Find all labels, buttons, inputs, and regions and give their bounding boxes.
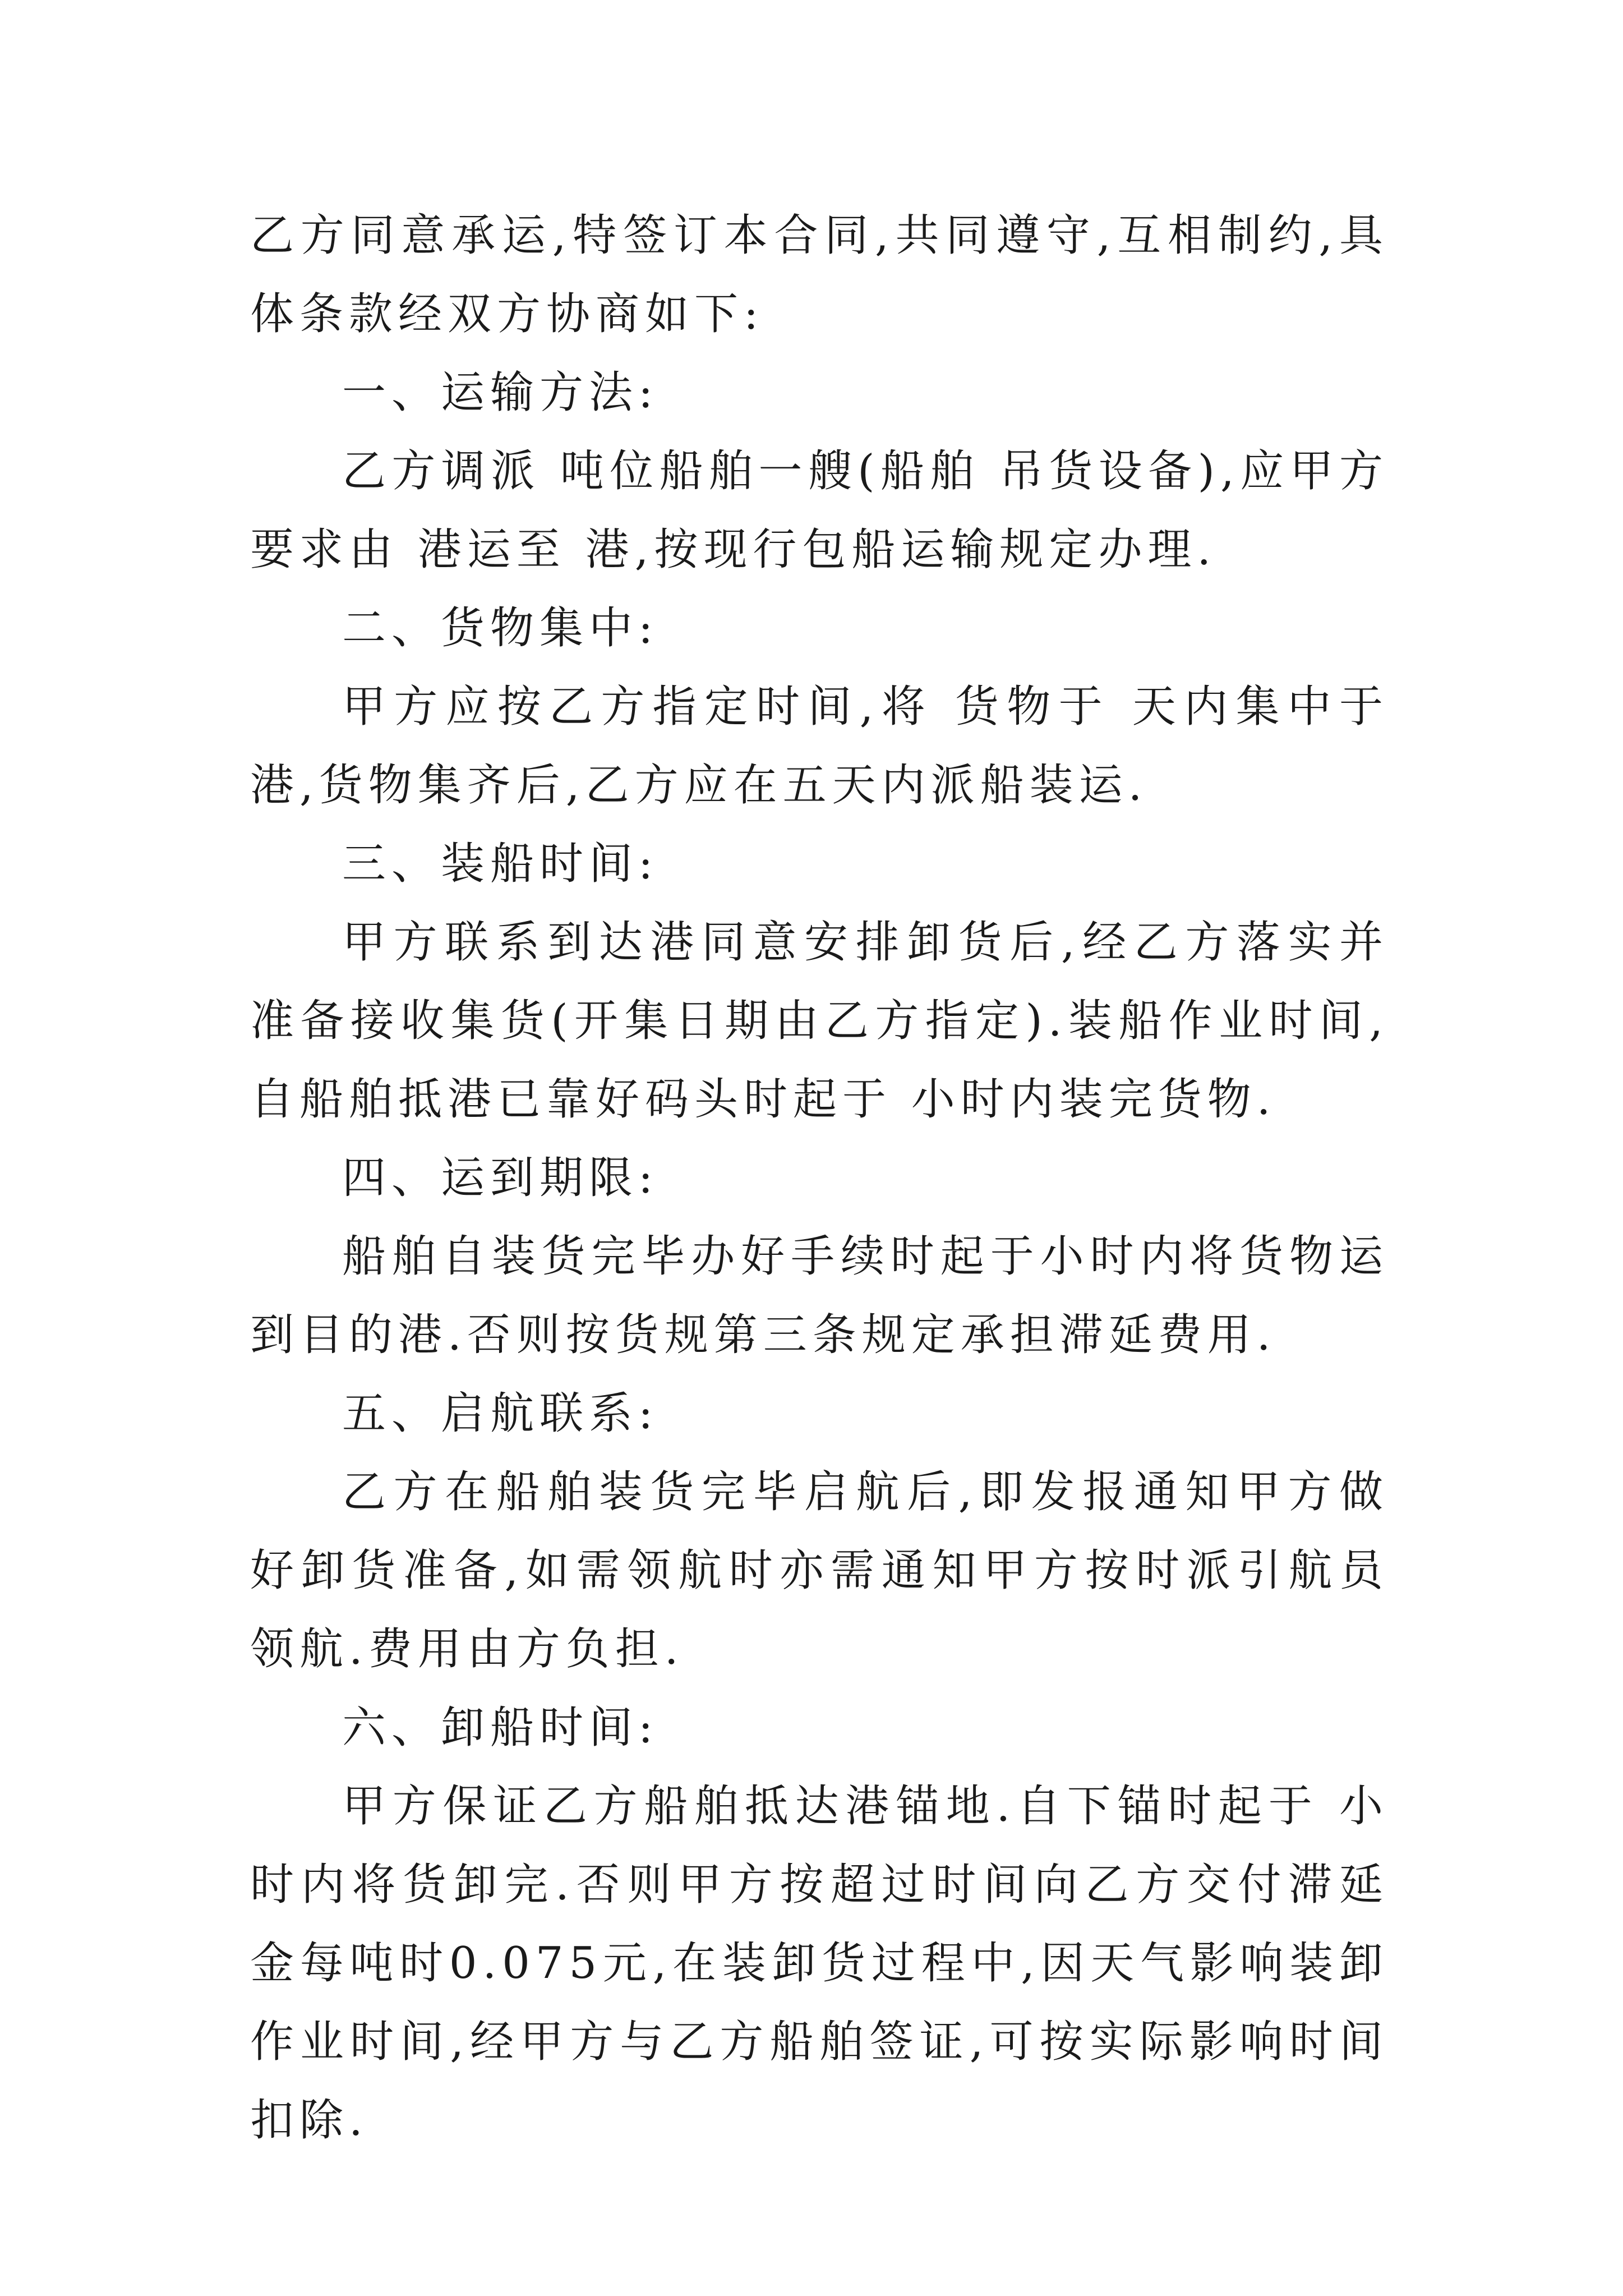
section-heading-departure-contact: 五、启航联系: (342, 1388, 659, 1439)
section-heading-unloading-time: 六、卸船时间: (342, 1703, 659, 1753)
section-body-unloading-time: 甲方保证乙方船舶抵达港锚地.自下锚时起于 小时内将货卸完.否则甲方按超过时间向乙方交付滞延金每吨时0.075元,在装卸货过程中,因天气影响装卸作业时间,经甲方与乙方船舶签证,可按实际影响时间扣除. (250, 1781, 1389, 2146)
intro-paragraph: 乙方同意承运,特签订本合同,共同遵守,互相制约,具体条款经双方协商如下: (250, 210, 1389, 339)
section-heading-loading-time: 三、装船时间: (342, 839, 659, 889)
contract-body (250, 196, 1389, 2160)
section-body-loading-time: 甲方联系到达港同意安排卸货后,经乙方落实并准备接收集货(开集日期由乙方指定).装船作业时间,自船舶抵港已靠好码头时起于 小时内装完货物. (250, 917, 1389, 1125)
section-body-delivery-deadline: 船舶自装货完毕办好手续时起于小时内将货物运到目的港.否则按货规第三条规定承担滞延费用. (250, 1231, 1389, 1360)
section-heading-cargo-collection: 二、货物集中: (342, 603, 659, 654)
section-body-cargo-collection: 甲方应按乙方指定时间,将 货物于 天内集中于 港,货物集齐后,乙方应在五天内派船装运. (250, 682, 1389, 811)
section-body-departure-contact: 乙方在船舶装货完毕启航后,即发报通知甲方做好卸货准备,如需领航时亦需通知甲方按时派引航员领航.费用由方负担. (250, 1467, 1389, 1674)
section-heading-transport-method: 一、运输方法: (342, 367, 659, 418)
section-body-transport-method: 乙方调派 吨位船舶一艘(船舶 吊货设备),应甲方要求由 港运至 港,按现行包船运输规定办理. (250, 446, 1389, 575)
section-heading-delivery-deadline: 四、运到期限: (342, 1153, 659, 1203)
